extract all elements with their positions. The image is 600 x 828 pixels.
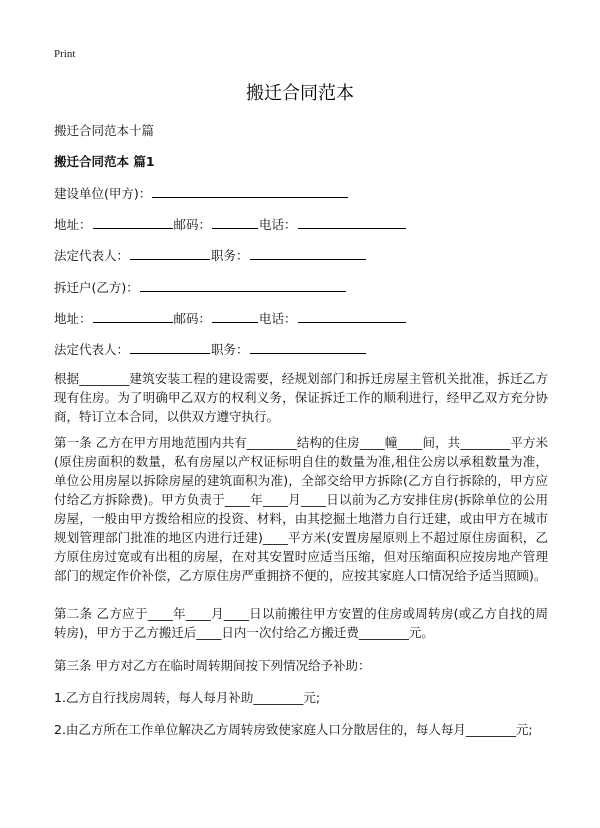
party-a-label: 建设单位(甲方)：	[54, 186, 152, 201]
rep-blank	[130, 247, 210, 260]
phone-label: 电话：	[259, 217, 297, 232]
subsidy-item-1: 1.乙方自行找房周转，每人每月补助________元;	[54, 690, 321, 705]
address-blank	[93, 216, 173, 229]
postcode-blank	[212, 216, 258, 229]
party-b-blank	[140, 279, 346, 292]
document-subtitle: 搬迁合同范本十篇	[54, 123, 155, 138]
document-title: 搬迁合同范本	[246, 83, 354, 104]
postcode-blank	[212, 310, 258, 323]
party-b-label: 拆迁户(乙方)：	[54, 280, 139, 295]
position-blank	[250, 341, 366, 354]
party-a-blank	[152, 185, 348, 198]
position-label: 职务：	[211, 248, 249, 263]
phone-blank	[298, 216, 406, 229]
rep-label: 法定代表人：	[54, 248, 130, 263]
party-b-address-row	[54, 309, 407, 327]
party-b-row	[54, 278, 347, 296]
address-label: 地址：	[54, 217, 92, 232]
party-a-rep-row	[54, 246, 367, 264]
article-1-paragraph: 第一条 乙方在甲方用地范围内共有________结构的住房____幢____间，共________平方米(原住房面积的数量，私有房屋以产权证标明自住的数量为准,租住公房以承租数量为准，单位公用房屋以拆除房屋的建筑面积为准)，全部交给甲方拆除(乙方自行拆除的，甲方应付给乙方拆除费)。甲方负责于____年____月____日以前为乙方安排住房(拆除单位的公用房屋，一般由甲方拨给相应的投资、材料，由其挖掘土地潜力自行迁建，或由甲方在城市规划管理部门批准的地区内进行迁建)____平方米(安置房屋原则上不超过原住房面积，乙方原住房过宽或有出租的房屋，在对其安置时应适当压缩，但对压缩面积应按房地产管理部门的规定作价补偿，乙方原住房严重拥挤不便的，应按其家庭人口情况给予适当照顾)。	[54, 435, 548, 583]
position-blank	[250, 247, 366, 260]
print-link[interactable]: Print	[54, 48, 76, 60]
article-2-paragraph: 第二条 乙方应于____年____月____日以前搬往甲方安置的住房或周转房(或乙方自找的周转房)，甲方于乙方搬迁后____日内一次付给乙方搬迁费________元。	[54, 606, 548, 640]
intro-paragraph: 根据________建筑安装工程的建设需要，经规划部门和拆迁房屋主管机关批准，拆迁乙方现有住房。为了明确甲乙双方的权利义务，保证拆迁工作的顺利进行，经甲乙双方充分协商，特订立本合同，以供双方遵守执行。	[54, 371, 548, 424]
address-blank	[93, 310, 173, 323]
address-label: 地址：	[54, 311, 92, 326]
postcode-label: 邮码：	[173, 217, 212, 232]
position-label: 职务：	[211, 342, 249, 357]
rep-label: 法定代表人：	[54, 342, 130, 357]
rep-blank	[130, 341, 210, 354]
party-a-address-row	[54, 215, 407, 233]
postcode-label: 邮码：	[173, 311, 212, 326]
party-b-rep-row	[54, 340, 367, 358]
party-a-row	[54, 184, 349, 202]
phone-label: 电话：	[259, 311, 297, 326]
section-heading: 搬迁合同范本 篇1	[54, 154, 155, 169]
subsidy-item-2: 2.由乙方所在工作单位解决乙方周转房致使家庭人口分散居住的，每人每月________元;	[54, 722, 533, 737]
phone-blank	[298, 310, 406, 323]
article-3-paragraph: 第三条 甲方对乙方在临时周转期间按下列情况给予补助：	[54, 658, 371, 673]
